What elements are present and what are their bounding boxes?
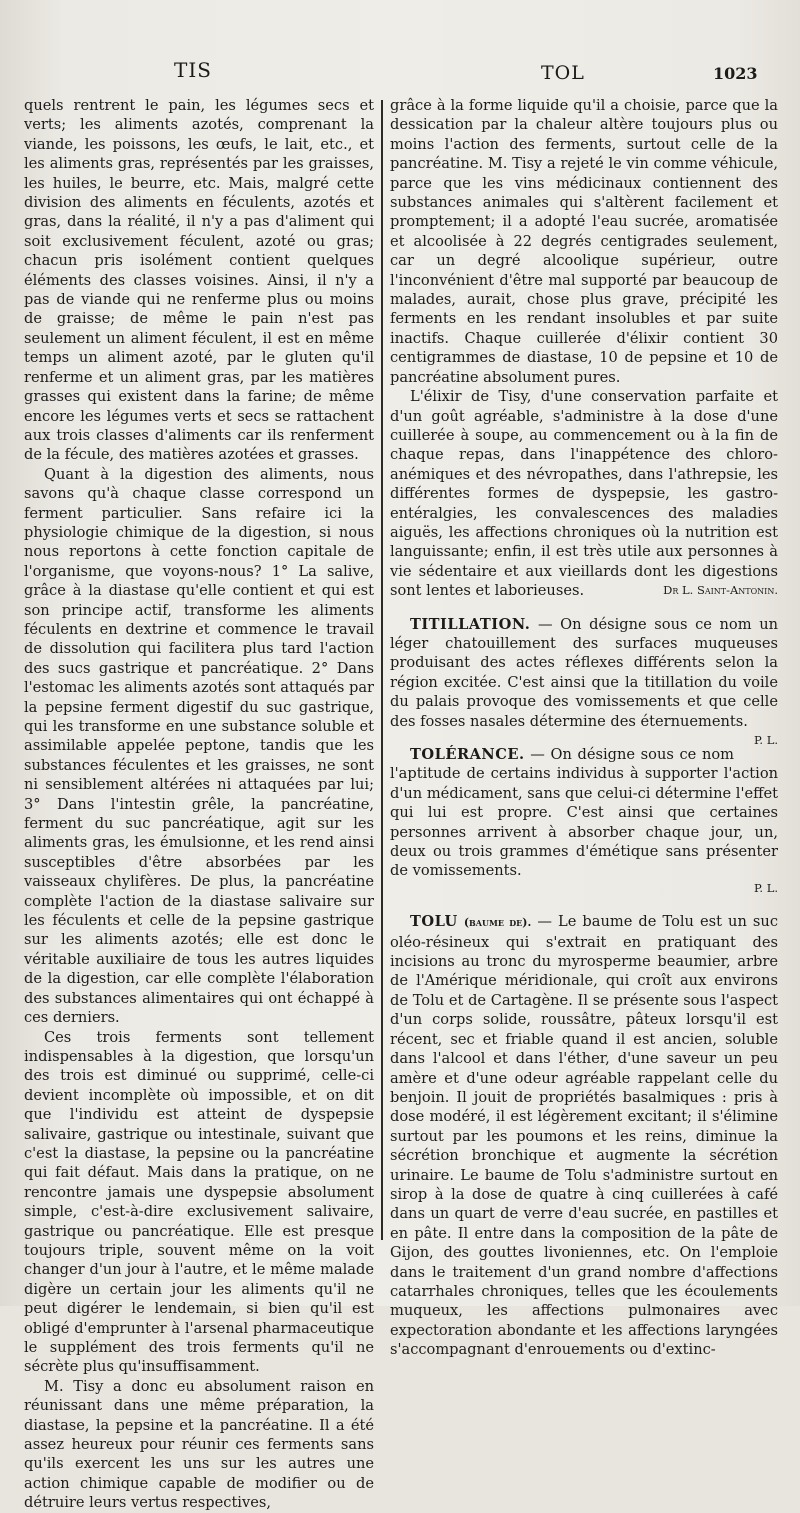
paragraph-aliments-classes: quels rentrent le pain, les légumes secs et verts; les aliments azotés, comprenant la viande, les poissons, les œufs, le lait, etc., et les aliments gras, représentés par les graisses, les huiles, le beurre, etc. Mais, malgré cette division des aliments en féculents, azotés et gras, dans la réalité, il n'y a pas d'aliment qui soit exclusivement féculent, azoté ou gras; chacun pris isolément contient quelques éléments des classes voisines. Ainsi, il n'y a pas de viande qui ne renferme plus ou moins de graisse; de même le pain n'est pas seulement un aliment féculent, il est en même temps un aliment azoté, par le gluten qu'il renferme et un aliment gras, par les matières grasses qui existent dans la farine; de même encore les légumes verts et secs se rattachent aux trois classes d'aliments car ils renferment de la fécule, des matières azotées et grasses. (24, 97, 374, 464)
signature-pl-tolerance: P. L. (753, 880, 778, 895)
paragraph-tisy-preparation: M. Tisy a donc eu absolument raison en réunissant dans une même préparation, la diastase, la pepsine et la pancréatine. Il a été assez heureux pour réunir ces ferments sans qu'ils exercent les uns sur les autres une action chimique capable de modifier ou de détruire leurs vertus respectives, (24, 1377, 374, 1512)
entry-heading-tolerance: TOLÉRANCE. (410, 746, 525, 763)
right-column (390, 96, 778, 1360)
entry-text-titillation: — On désigne sous ce nom un léger chatouillement des surfaces muqueuses produisant des actes réflexes différents selon la région excitée. C'est ainsi que la titillation du voile du palais provoque des vomissements et que celle des fosses nasales détermine des éternuements. (390, 615, 778, 730)
entry-heading-titillation: TITILLATION. (410, 615, 531, 633)
signature-saint-antonin: Dr L. Saint-Antonin. (663, 583, 778, 598)
column-divider (381, 100, 383, 1240)
elixir-text: L'élixir de Tisy, d'une conservation parfaite et d'un goût agréable, s'administre à la dose d'une cuillerée à soupe, au commencement ou à la fin de chaque repas, dans l'inappétence des chloro-anémiques et des névropathes, dans l'athrepsie, les différentes formes de dyspepsie, les gastro-entéralgies, les convalescences des maladies aiguës, les affections chroniques où la nutrition est languissante; enfin, il est très utile aux personnes à vie sédentaire et aux vieillards dont les digestions sont lentes et laborieuses. (390, 388, 778, 600)
header-right-word: TOL (541, 62, 585, 84)
paragraph-forme-liquide: grâce à la forme liquide qu'il a choisie, parce que la dessication par la chaleur altère toujours plus ou moins l'action des ferments, surtout celle de la pancréatine. M. Tisy a rejeté le vin comme véhicule, parce que les vins médicinaux contiennent des substances animales qui s'altèrent facilement et promptement; il a adopté l'eau sucrée, aromatisée et alcoolisée à 22 degrés centigrades seulement, car un degré alcoolique supérieur, outre l'inconvénient d'être mal supporté par beaucoup de malades, aurait, chose plus grave, précipité les ferments en les rendant insolubles et par suite inactifs. Chaque cuillerée d'élixir contient 30 centigrammes de diastase, 10 de pepsine et 10 de pancréatine absolument pures. (390, 97, 778, 386)
running-header (0, 58, 800, 88)
entry-text-tolu: — Le baume de Tolu est un suc oléo-résineux qui s'extrait en pratiquant des incisions au tronc du myrosperme beaumier, arbre de l'Amérique méridionale, qui croît aux environs de Tolu et de Cartagène. Il se présente sous l'aspect d'un corps solide, roussâtre, pâteux lorsqu'il est récent, sec et friable quand il est ancien, soluble dans l'alcool et dans l'éther, d'une saveur un peu amère et d'une odeur agréable rappelant celle du benjoin. Il jouit de propriétés basalmiques : pris à dose modéré, il est légèrement excitant; il s'élimine surtout par les poumons et les reins, diminue la sécrétion bronchique et augmente la sécrétion urinaire. Le baume de Tolu s'administre surtout en sirop à la dose de quatre à cinq cuillerées à café dans un quart de verre d'eau sucrée, en pastilles et en pâte. Il entre dans la composition de la pâte de Gijon, des gouttes livoniennes, etc. On l'emploie dans le traitement d'un grand nombre d'affections catarrhales chroniques, telles que les écoulements muqueux, les affections pulmonaires avec expectoration abondante et les affections laryngées s'accompagnant d'enrouements ou d'extinc- (390, 913, 778, 1359)
entry-subheading-tolu: (baume de). (463, 916, 532, 930)
left-column (24, 96, 374, 1513)
header-left-word: TIS (174, 58, 212, 82)
entry-titillation (390, 615, 778, 747)
entry-heading-tolu: TOLU (410, 913, 458, 931)
paragraph-trois-ferments: Ces trois ferments sont tellement indispensables à la digestion, que lorsqu'un des trois est diminué ou supprimé, celle-ci devient incomplète où impossible, et on dit que l'individu est atteint de dyspepsie salivaire, gastrique ou intestinale, suivant que c'est la diastase, la pepsine ou la pancréatine qui fait défaut. Mais dans la pratique, on ne rencontre jamais une dyspepsie absolument simple, c'est-à-dire exclusivement salivaire, gastrique ou pancréatique. Elle est presque toujours triple, souvent même on la voit changer d'un jour à l'autre, et le même malade digère un certain jour les aliments qu'il ne peut digérer le lendemain, si bien qu'il est obligé d'emprunter à l'arsenal pharmaceutique le supplément des trois ferments qu'il ne sécrète plus qu'insuffisamment. (24, 1028, 374, 1376)
entry-text-tolerance: — On désigne sous ce nom l'aptitude de certains individus à supporter l'action d'un médicament, sans que celui-ci détermine l'effet qui lui est propre. C'est ainsi que certaines personnes arrivent à absorber chaque jour, un, deux ou trois grammes d'émétique sans présenter de vomissements. (390, 746, 778, 880)
signature-pl-titillation: P. L. (753, 733, 778, 747)
page-number: 1023 (713, 64, 758, 83)
paragraph-elixir-tisy (390, 387, 778, 600)
entry-tolerance (390, 745, 778, 881)
paragraph-digestion: Quant à la digestion des aliments, nous savons qu'à chaque classe correspond un ferment particulier. Sans refaire ici la physiologie chimique de la digestion, si nous nous reportons à cette fonction capitale de l'organisme, que voyons-nous? 1° La salive, grâce à la diastase qu'elle contient et qui est son principe actif, transforme les aliments féculents en dextrine et commence le travail de dissolution qui facilitera plus tard l'action des sucs gastrique et pancréatique. 2° Dans l'estomac les aliments azotés sont attaqués par la pepsine ferment digestif du suc gastrique, qui les transforme en une substance soluble et assimilable appelée peptone, tandis que les substances féculentes et les graisses, ne sont ni sensiblement altérées ni attaquées par lui; 3° Dans l'intestin grêle, la pancréatine, ferment du suc pancréatique, agit sur les aliments gras, les émulsionne, et les rend ainsi susceptibles d'être absorbées par les vaisseaux chylifères. De plus, la pancréatine complète l'action de la diastase salivaire sur les féculents et celle de la pepsine gastrique sur les aliments azotés; elle est donc le véritable auxiliaire de tous les autres liquides de la digestion, car elle complète l'élaboration des substances alimentaires qui ont échappé à ces derniers. (24, 465, 374, 1027)
entry-tolu (390, 912, 778, 1359)
